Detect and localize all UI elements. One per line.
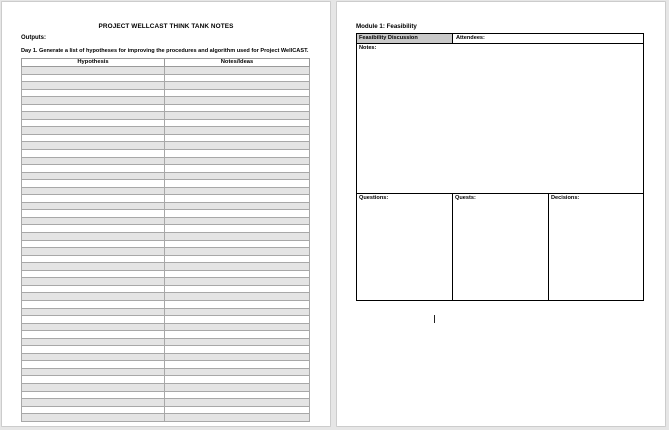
notes-ideas-cell[interactable] xyxy=(165,270,310,278)
hypothesis-cell[interactable] xyxy=(22,104,165,112)
table-row[interactable] xyxy=(22,270,310,278)
table-row[interactable] xyxy=(22,210,310,218)
table-row[interactable] xyxy=(22,142,310,150)
outputs-heading: Outputs: xyxy=(21,35,46,41)
notes-ideas-cell[interactable] xyxy=(165,233,310,241)
feasibility-module-table[interactable] xyxy=(356,33,644,301)
table-row[interactable] xyxy=(22,316,310,324)
notes-ideas-cell[interactable] xyxy=(165,316,310,324)
notes-ideas-cell[interactable] xyxy=(165,323,310,331)
table-header-row xyxy=(22,59,310,67)
notes-ideas-cell[interactable] xyxy=(165,180,310,188)
hypothesis-cell[interactable] xyxy=(22,308,165,316)
hypothesis-cell[interactable] xyxy=(22,112,165,120)
hypothesis-cell[interactable] xyxy=(22,406,165,414)
hypothesis-cell[interactable] xyxy=(22,210,165,218)
hypothesis-cell[interactable] xyxy=(22,376,165,384)
notes-ideas-cell[interactable] xyxy=(165,255,310,263)
table-row[interactable] xyxy=(22,217,310,225)
hypothesis-cell[interactable] xyxy=(22,172,165,180)
hypothesis-cell[interactable] xyxy=(22,248,165,256)
day1-instructions: Day 1. Generate a list of hypotheses for improving the procedures and algorithm used for Project WellCAST. xyxy=(21,48,309,54)
table-row[interactable] xyxy=(22,406,310,414)
table-row[interactable] xyxy=(22,263,310,271)
notes-ideas-cell[interactable] xyxy=(165,338,310,346)
hypothesis-cell[interactable] xyxy=(22,399,165,407)
table-row[interactable] xyxy=(22,119,310,127)
hypothesis-cell[interactable] xyxy=(22,127,165,135)
quests-label: Quests: xyxy=(455,195,476,201)
table-row[interactable] xyxy=(22,104,310,112)
table-row[interactable] xyxy=(22,285,310,293)
module-title: Module 1: Feasibility xyxy=(356,23,417,30)
hypothesis-cell[interactable] xyxy=(22,293,165,301)
notes-ideas-cell[interactable] xyxy=(165,346,310,354)
notes-ideas-cell[interactable] xyxy=(165,399,310,407)
hypothesis-cell[interactable] xyxy=(22,142,165,150)
hypothesis-cell[interactable] xyxy=(22,165,165,173)
notes-ideas-cell[interactable] xyxy=(165,150,310,158)
hypothesis-cell[interactable] xyxy=(22,368,165,376)
notes-ideas-cell[interactable] xyxy=(165,406,310,414)
table-row[interactable] xyxy=(22,308,310,316)
hypothesis-cell[interactable] xyxy=(22,331,165,339)
table-row[interactable] xyxy=(22,172,310,180)
notes-ideas-cell[interactable] xyxy=(165,112,310,120)
questions-cell[interactable] xyxy=(357,194,453,300)
notes-label: Notes: xyxy=(359,45,377,51)
decisions-cell[interactable] xyxy=(549,194,643,300)
hypothesis-cell[interactable] xyxy=(22,233,165,241)
hypothesis-cell[interactable] xyxy=(22,202,165,210)
notes-ideas-cell[interactable] xyxy=(165,217,310,225)
notes-ideas-cell[interactable] xyxy=(165,119,310,127)
hypothesis-cell[interactable] xyxy=(22,97,165,105)
hypothesis-cell[interactable] xyxy=(22,346,165,354)
notes-ideas-cell[interactable] xyxy=(165,74,310,82)
table-row[interactable] xyxy=(22,202,310,210)
notes-ideas-column-header: Notes/Ideas xyxy=(165,59,310,67)
table-row[interactable] xyxy=(22,89,310,97)
notes-ideas-cell[interactable] xyxy=(165,353,310,361)
notes-ideas-cell[interactable] xyxy=(165,82,310,90)
hypothesis-cell[interactable] xyxy=(22,89,165,97)
table-row[interactable] xyxy=(22,300,310,308)
hypothesis-cell[interactable] xyxy=(22,270,165,278)
notes-ideas-cell[interactable] xyxy=(165,285,310,293)
notes-ideas-cell[interactable] xyxy=(165,240,310,248)
notes-ideas-cell[interactable] xyxy=(165,67,310,75)
hypothesis-cell[interactable] xyxy=(22,187,165,195)
table-row[interactable] xyxy=(22,368,310,376)
notes-ideas-cell[interactable] xyxy=(165,278,310,286)
notes-ideas-cell[interactable] xyxy=(165,368,310,376)
hypothesis-cell[interactable] xyxy=(22,74,165,82)
hypothesis-cell[interactable] xyxy=(22,361,165,369)
table-row[interactable] xyxy=(22,134,310,142)
table-row[interactable] xyxy=(22,240,310,248)
notes-ideas-cell[interactable] xyxy=(165,361,310,369)
notes-ideas-cell[interactable] xyxy=(165,225,310,233)
hypothesis-table-body[interactable] xyxy=(22,67,310,422)
hypothesis-cell[interactable] xyxy=(22,82,165,90)
notes-ideas-cell[interactable] xyxy=(165,308,310,316)
notes-ideas-cell[interactable] xyxy=(165,134,310,142)
hypothesis-cell[interactable] xyxy=(22,119,165,127)
table-row[interactable] xyxy=(22,97,310,105)
notes-ideas-cell[interactable] xyxy=(165,202,310,210)
table-row[interactable] xyxy=(22,331,310,339)
notes-ideas-cell[interactable] xyxy=(165,210,310,218)
attendees-cell[interactable]: Attendees: xyxy=(456,35,485,41)
table-row[interactable] xyxy=(22,67,310,75)
table-row[interactable] xyxy=(22,376,310,384)
hypothesis-cell[interactable] xyxy=(22,255,165,263)
hypothesis-cell[interactable] xyxy=(22,383,165,391)
table-row[interactable] xyxy=(22,278,310,286)
table-row[interactable] xyxy=(22,255,310,263)
table-row[interactable] xyxy=(22,82,310,90)
table-row[interactable] xyxy=(22,233,310,241)
notes-ideas-cell[interactable] xyxy=(165,127,310,135)
notes-ideas-cell[interactable] xyxy=(165,104,310,112)
notes-ideas-cell[interactable] xyxy=(165,414,310,422)
notes-ideas-cell[interactable] xyxy=(165,376,310,384)
text-cursor xyxy=(434,315,435,323)
hypothesis-cell[interactable] xyxy=(22,180,165,188)
questions-label: Questions: xyxy=(359,195,389,201)
table-row[interactable] xyxy=(22,187,310,195)
table-row[interactable] xyxy=(22,150,310,158)
hypothesis-cell[interactable] xyxy=(22,414,165,422)
notes-ideas-cell[interactable] xyxy=(165,142,310,150)
table-row[interactable] xyxy=(22,414,310,422)
hypothesis-cell[interactable] xyxy=(22,285,165,293)
feasibility-discussion-cell[interactable]: Feasibility Discussion xyxy=(357,34,453,43)
notes-ideas-cell[interactable] xyxy=(165,89,310,97)
notes-ideas-cell[interactable] xyxy=(165,263,310,271)
hypothesis-cell[interactable] xyxy=(22,157,165,165)
notes-ideas-cell[interactable] xyxy=(165,195,310,203)
table-row[interactable] xyxy=(22,165,310,173)
notes-ideas-cell[interactable] xyxy=(165,157,310,165)
hypothesis-cell[interactable] xyxy=(22,240,165,248)
hypothesis-cell[interactable] xyxy=(22,353,165,361)
table-row[interactable] xyxy=(22,353,310,361)
notes-ideas-cell[interactable] xyxy=(165,97,310,105)
hypothesis-cell[interactable] xyxy=(22,323,165,331)
hypothesis-cell[interactable] xyxy=(22,316,165,324)
hypothesis-cell[interactable] xyxy=(22,150,165,158)
table-row[interactable] xyxy=(22,112,310,120)
hypothesis-cell[interactable] xyxy=(22,391,165,399)
feasibility-header-row xyxy=(357,34,643,44)
document-title: PROJECT WELLCAST THINK TANK NOTES xyxy=(98,23,234,30)
hypothesis-cell[interactable] xyxy=(22,225,165,233)
table-row[interactable] xyxy=(22,157,310,165)
table-row[interactable] xyxy=(22,361,310,369)
hypothesis-cell[interactable] xyxy=(22,134,165,142)
hypothesis-table[interactable] xyxy=(21,58,310,422)
notes-ideas-cell[interactable] xyxy=(165,331,310,339)
notes-ideas-cell[interactable] xyxy=(165,172,310,180)
table-row[interactable] xyxy=(22,383,310,391)
hypothesis-cell[interactable] xyxy=(22,278,165,286)
table-row[interactable] xyxy=(22,293,310,301)
table-row[interactable] xyxy=(22,225,310,233)
table-row[interactable] xyxy=(22,248,310,256)
table-row[interactable] xyxy=(22,338,310,346)
table-row[interactable] xyxy=(22,127,310,135)
table-row[interactable] xyxy=(22,74,310,82)
table-row[interactable] xyxy=(22,346,310,354)
hypothesis-cell[interactable] xyxy=(22,338,165,346)
table-row[interactable] xyxy=(22,195,310,203)
document-page-1[interactable] xyxy=(2,2,330,426)
notes-ideas-cell[interactable] xyxy=(165,293,310,301)
table-row[interactable] xyxy=(22,323,310,331)
notes-ideas-cell[interactable] xyxy=(165,165,310,173)
hypothesis-column-header: Hypothesis xyxy=(22,59,165,67)
hypothesis-cell[interactable] xyxy=(22,263,165,271)
hypothesis-cell[interactable] xyxy=(22,217,165,225)
table-row[interactable] xyxy=(22,391,310,399)
notes-area[interactable] xyxy=(357,44,643,194)
notes-ideas-cell[interactable] xyxy=(165,248,310,256)
notes-ideas-cell[interactable] xyxy=(165,391,310,399)
notes-ideas-cell[interactable] xyxy=(165,187,310,195)
hypothesis-cell[interactable] xyxy=(22,300,165,308)
table-row[interactable] xyxy=(22,399,310,407)
decisions-label: Decisions: xyxy=(551,195,580,201)
quests-cell[interactable] xyxy=(453,194,549,300)
document-page-2[interactable] xyxy=(337,2,665,426)
hypothesis-cell[interactable] xyxy=(22,195,165,203)
table-row[interactable] xyxy=(22,180,310,188)
notes-ideas-cell[interactable] xyxy=(165,300,310,308)
hypothesis-cell[interactable] xyxy=(22,67,165,75)
notes-ideas-cell[interactable] xyxy=(165,383,310,391)
